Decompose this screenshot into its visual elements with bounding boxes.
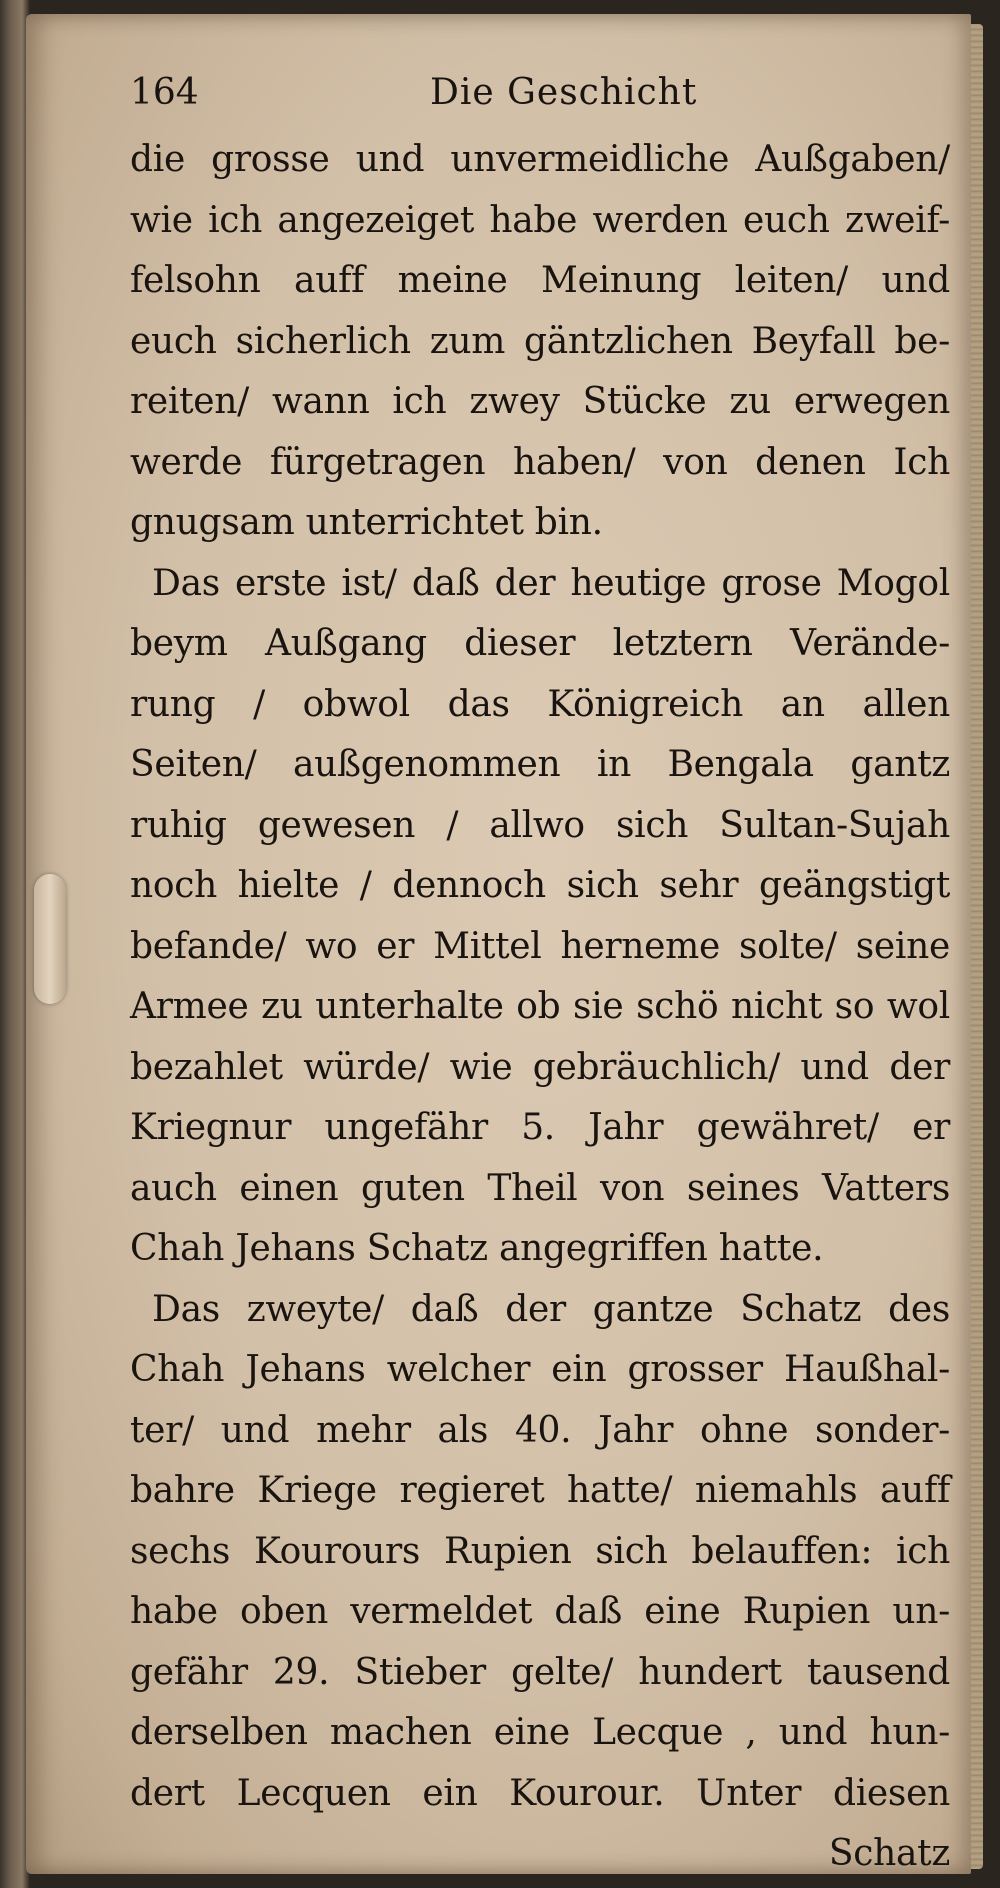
text-line-20: Das zweyte/ daß der gantze Schatz des [152, 1288, 950, 1330]
text-line-22: ter/ und mehr als 40. Jahr ohne sonder- [130, 1409, 950, 1451]
page-edge [971, 24, 983, 1869]
text-line-2: wie ich angezeiget habe werden euch zweif- [130, 199, 950, 241]
text-line-7: gnugsam unterrichtet bin. [130, 502, 603, 543]
text-line-1: die grosse und unvermeidliche Außgaben/ [130, 139, 950, 180]
book-clasp [34, 874, 66, 1004]
running-head: Die Geschicht [430, 72, 698, 113]
text-line-23: bahre Kriege regieret hatte/ niemahls auff [130, 1470, 950, 1511]
page-number: 164 [130, 72, 199, 113]
text-line-12: ruhig gewesen / allwo sich Sultan-Sujah [130, 804, 950, 846]
text-line-18: auch einen guten Theil von seines Vatters [130, 1167, 950, 1209]
text-line-3: felsohn auff meine Meinung leiten/ und [130, 260, 950, 301]
text-line-14: befande/ wo er Mittel herneme solte/ seine [130, 925, 950, 967]
book-page [26, 14, 971, 1874]
text-line-11: Seiten/ außgenommen in Bengala gantz [130, 744, 950, 785]
text-line-17: Kriegnur ungefähr 5. Jahr gewähret/ er [130, 1107, 950, 1148]
page-text [130, 66, 950, 1885]
text-line-19: Chah Jehans Schatz angegriffen hatte. [130, 1228, 824, 1269]
text-line-5: reiten/ wann ich zwey Stücke zu erwegen [130, 381, 950, 422]
text-line-26: gefähr 29. Stieber gelte/ hundert tausend [130, 1651, 950, 1693]
text-line-15: Armee zu unterhalte ob sie schö nicht so wol [130, 986, 950, 1027]
text-line-4: euch sicherlich zum gäntzlichen Beyfall be- [130, 320, 950, 362]
text-line-24: sechs Kourours Rupien sich belauffen: ich [130, 1530, 950, 1572]
text-line-27: derselben machen eine Lecque , und hun- [130, 1712, 950, 1753]
page-header [130, 66, 950, 124]
text-line-10: rung / obwol das Königreich an allen [130, 683, 950, 725]
text-line-16: bezahlet würde/ wie gebräuchlich/ und der [130, 1046, 950, 1088]
catchword: Schatz [828, 1833, 950, 1874]
text-line-28: dert Lecquen ein Kourour. Unter diesen [130, 1772, 950, 1814]
text-line-13: noch hielte / dennoch sich sehr geängstigt [130, 865, 950, 906]
text-line-6: werde fürgetragen haben/ von denen Ich [130, 441, 950, 483]
text-line-9: beym Außgang dieser letztern Verände- [130, 623, 950, 664]
text-line-21: Chah Jehans welcher ein grosser Haußhal- [130, 1349, 950, 1390]
text-line-25: habe oben vermeldet daß eine Rupien un- [130, 1591, 950, 1632]
text-line-8: Das erste ist/ daß der heutige grose Mogol [152, 562, 950, 604]
